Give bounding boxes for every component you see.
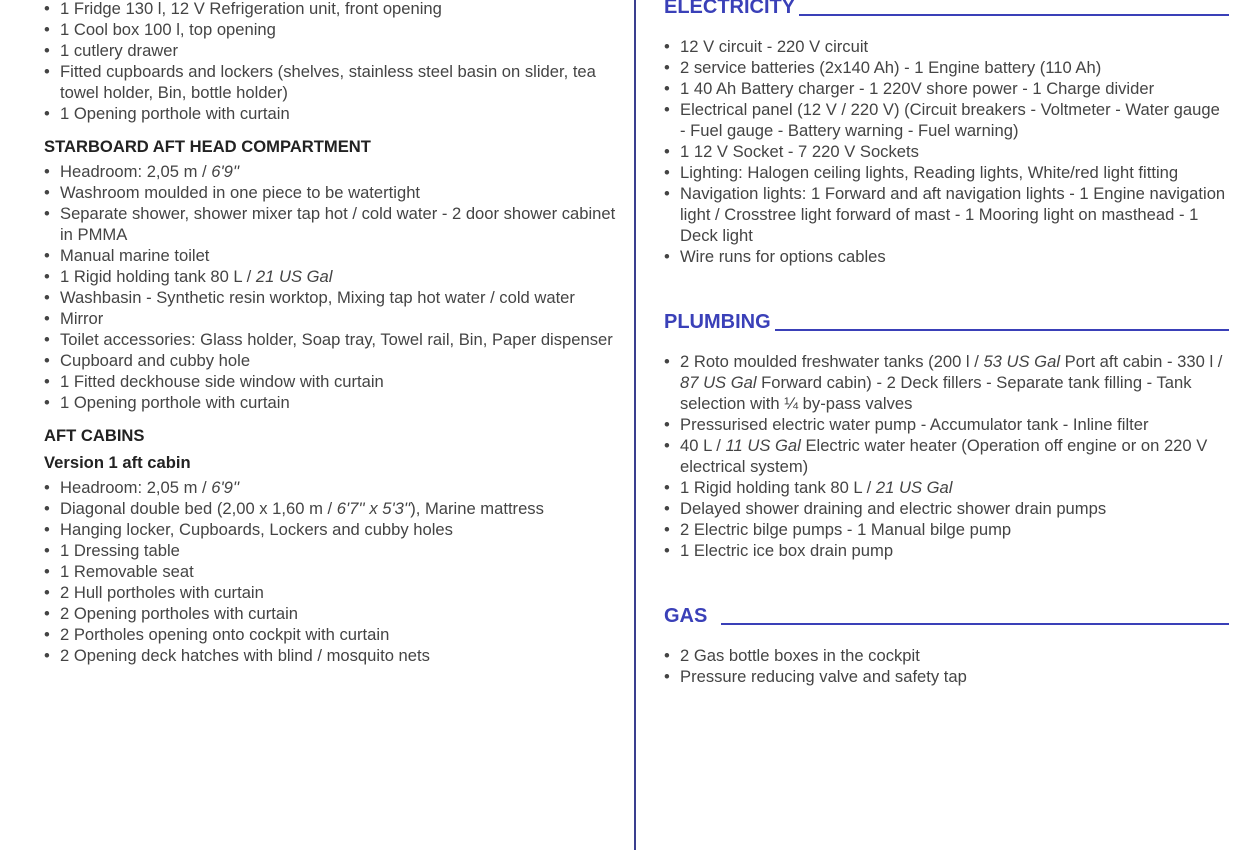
electricity-heading-text: ELECTRICITY (664, 0, 796, 18)
gas-heading (664, 605, 1229, 627)
plumbing-heading-text: PLUMBING (664, 311, 771, 333)
list-item: • 2 Electric bilge pumps - 1 Manual bilge pump (664, 519, 1229, 540)
list-item: • 2 Hull portholes with curtain (44, 582, 619, 603)
list-item: • 1 Dressing table (44, 540, 619, 561)
list-item: • Fitted cupboards and lockers (shelves, stainless steel basin on slider, tea towel holder, Bin, bottle holder) (44, 61, 619, 103)
aft-cabins-heading: AFT CABINS (44, 426, 145, 445)
list-item: • Pressurised electric water pump - Accumulator tank - Inline filter (664, 414, 1229, 435)
plumbing-heading (664, 311, 1229, 333)
list-item: • Toilet accessories: Glass holder, Soap tray, Towel rail, Bin, Paper dispenser (44, 329, 619, 350)
list-item: • 2 Opening deck hatches with blind / mosquito nets (44, 645, 619, 666)
plumbing-list (664, 351, 1229, 561)
galley-list (44, 0, 619, 124)
gas-heading-text: GAS (664, 605, 708, 627)
version-1-heading: Version 1 aft cabin (44, 453, 191, 472)
column-divider (634, 0, 636, 850)
list-item: • Manual marine toilet (44, 245, 619, 266)
gas-list (664, 645, 1229, 687)
list-item: • Headroom: 2,05 m / 6'9'' (44, 161, 619, 182)
list-item: • 2 Roto moulded freshwater tanks (200 l / 53 US Gal Port aft cabin - 330 l / 87 US Gal Forward cabin) - 2 Deck fillers - Separate tank filling - Tank selection with ¼ by-pass valves (664, 351, 1229, 414)
starboard-head-list (44, 161, 619, 413)
list-item: • 1 Rigid holding tank 80 L / 21 US Gal (664, 477, 1229, 498)
list-item: • 1 12 V Socket - 7 220 V Sockets (664, 141, 1229, 162)
list-item: • Electrical panel (12 V / 220 V) (Circuit breakers - Voltmeter - Water gauge - Fuel gauge - Battery warning - Fuel warning) (664, 99, 1229, 141)
list-item: • Headroom: 2,05 m / 6'9'' (44, 477, 619, 498)
list-item: • Washroom moulded in one piece to be watertight (44, 182, 619, 203)
list-item: • Mirror (44, 308, 619, 329)
list-item: • 40 L / 11 US Gal Electric water heater (Operation off engine or on 220 V electrical system) (664, 435, 1229, 477)
list-item: • 1 Electric ice box drain pump (664, 540, 1229, 561)
list-item: • 2 Gas bottle boxes in the cockpit (664, 645, 1229, 666)
list-item: • 2 Portholes opening onto cockpit with curtain (44, 624, 619, 645)
list-item: • 1 40 Ah Battery charger - 1 220V shore power - 1 Charge divider (664, 78, 1229, 99)
list-item: • 1 Opening porthole with curtain (44, 103, 619, 124)
list-item: • 1 Cool box 100 l, top opening (44, 19, 619, 40)
electricity-heading (664, 0, 1229, 18)
list-item: • Lighting: Halogen ceiling lights, Reading lights, White/red light fitting (664, 162, 1229, 183)
list-item: • 1 Rigid holding tank 80 L / 21 US Gal (44, 266, 619, 287)
list-item: • 2 Opening portholes with curtain (44, 603, 619, 624)
list-item: • 2 service batteries (2x140 Ah) - 1 Engine battery (110 Ah) (664, 57, 1229, 78)
electricity-rule (799, 14, 1229, 16)
list-item: • 1 Fitted deckhouse side window with curtain (44, 371, 619, 392)
list-item: • Wire runs for options cables (664, 246, 1229, 267)
list-item: • 1 cutlery drawer (44, 40, 619, 61)
list-item: • 1 Removable seat (44, 561, 619, 582)
right-column (664, 0, 1229, 687)
list-item: • 1 Opening porthole with curtain (44, 392, 619, 413)
list-item: • Delayed shower draining and electric shower drain pumps (664, 498, 1229, 519)
left-column (44, 0, 619, 666)
list-item: • Hanging locker, Cupboards, Lockers and cubby holes (44, 519, 619, 540)
list-item: • Diagonal double bed (2,00 x 1,60 m / 6'7'' x 5'3''), Marine mattress (44, 498, 619, 519)
gas-rule (721, 623, 1229, 625)
list-item: • Separate shower, shower mixer tap hot / cold water - 2 door shower cabinet in PMMA (44, 203, 619, 245)
electricity-list (664, 36, 1229, 267)
list-item: • 12 V circuit - 220 V circuit (664, 36, 1229, 57)
list-item: • 1 Fridge 130 l, 12 V Refrigeration unit, front opening (44, 0, 619, 19)
list-item: • Cupboard and cubby hole (44, 350, 619, 371)
list-item: • Navigation lights: 1 Forward and aft navigation lights - 1 Engine navigation light / Crosstree light forward of mast - 1 Mooring light on masthead - 1 Deck light (664, 183, 1229, 246)
list-item: • Washbasin - Synthetic resin worktop, Mixing tap hot water / cold water (44, 287, 619, 308)
plumbing-rule (775, 329, 1229, 331)
starboard-head-heading: STARBOARD AFT HEAD COMPARTMENT (44, 137, 371, 156)
aft-cabin-list (44, 477, 619, 666)
list-item: • Pressure reducing valve and safety tap (664, 666, 1229, 687)
